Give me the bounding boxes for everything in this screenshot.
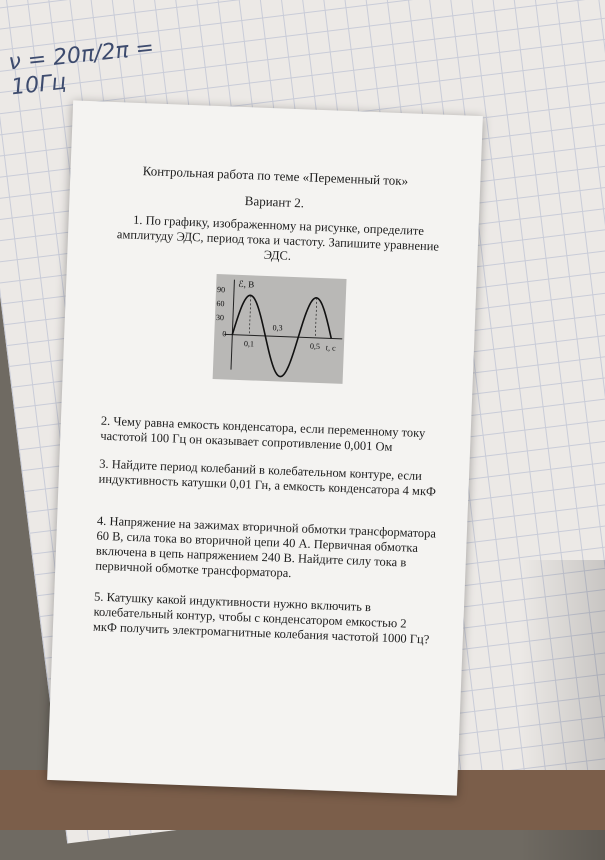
x-tick-0-1: 0,1 [243,339,255,349]
y-tick-0: 0 [222,329,227,339]
emf-graph [213,274,347,384]
test-sheet [47,100,483,795]
question-5: 5. Катушку какой индуктивности нужно включить в колебательный контур, чтобы с конденсатором емкостью 2 мкФ получить электромагнитные колебания частотой 1000 Гц? [92,589,430,647]
y-tick-60: 60 [216,299,225,309]
question-4: 4. Напряжение на зажимах вторичной обмотки трансформатора 60 В, сила тока во вторичной цепи 40 А. Первичная обмотка включена в цепь напряжением 240 В. Найдите силу тока в первичной обмотке трансформатора. [95,513,437,581]
x-axis-label: t, с [325,343,336,353]
y-tick-90: 90 [216,285,226,295]
question-3: 3. Найдите период колебаний в колебательном контуре, если индуктивность катушки 0,01 Гн, а емкость конденсатора 4 мкФ [98,456,437,499]
page-title: Контрольная работа по теме «Переменный ток» [142,163,409,189]
emf-graph-svg [213,274,347,384]
question-2: 2. Чему равна емкость конденсатора, если переменному току частотой 100 Гц он оказывает сопротивление 0,001 Ом [100,413,426,454]
y-axis-label: ℰ, В [238,278,255,290]
variant-label: Вариант 2. [244,193,305,211]
x-tick-0-3: 0,3 [272,323,283,333]
guide-line-0-1 [249,295,251,335]
guide-line-0-5 [315,298,317,338]
question-1: 1. По графику, изображенному на рисунке, определите амплитуду ЭДС, период тока и частоту. Запишите уравнение ЭДС. [116,212,440,263]
x-axis [224,334,342,339]
x-tick-0-5: 0,5 [309,341,321,352]
y-axis [231,280,234,370]
y-tick-30: 30 [215,313,225,323]
handwritten-formula-text: ν = 20π/2π = 10Гц [7,35,156,101]
